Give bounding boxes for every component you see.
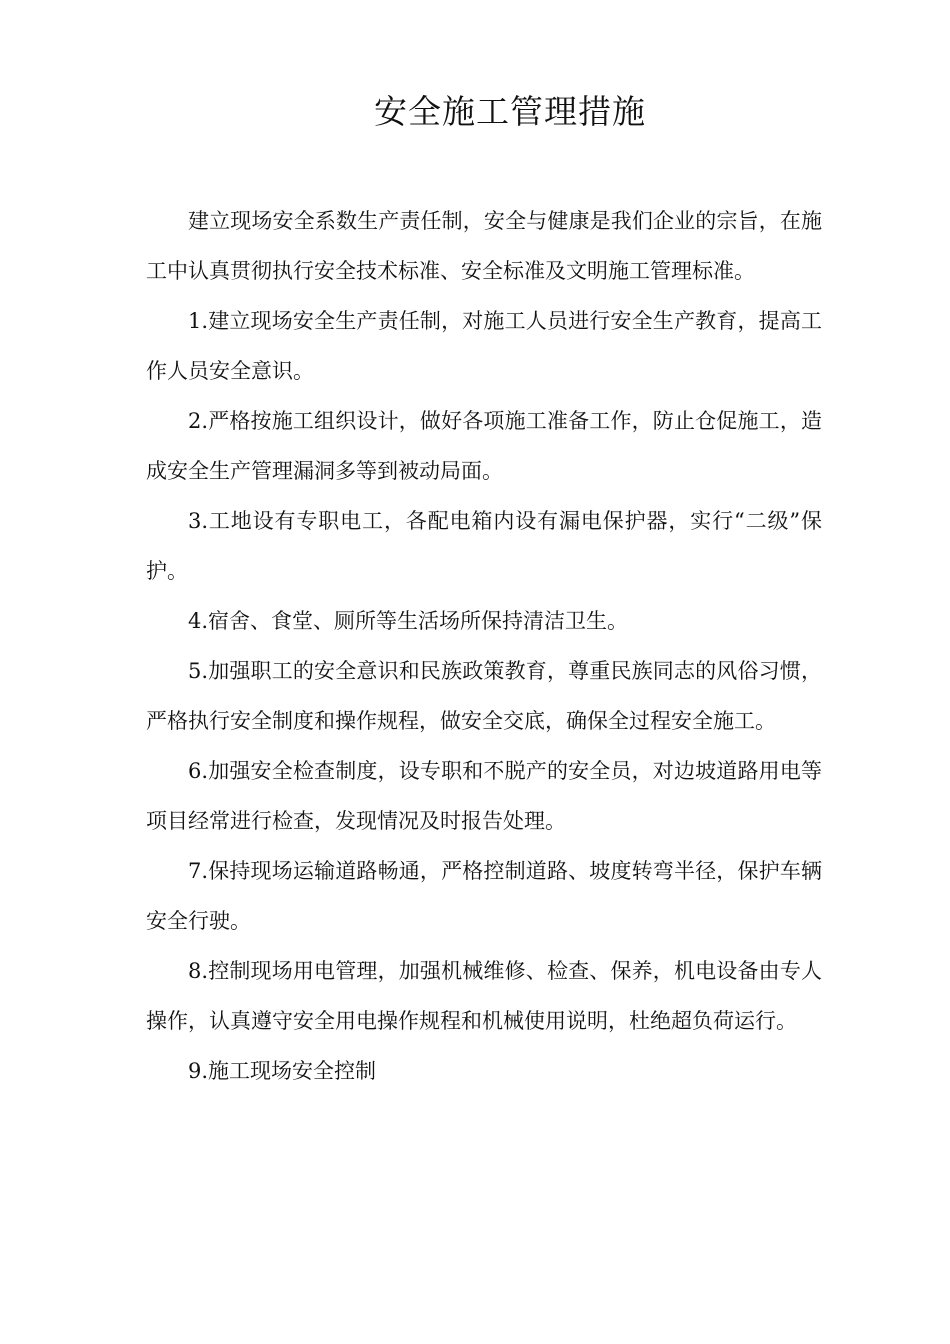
paragraph-intro: 建立现场安全系数生产责任制，安全与健康是我们企业的宗旨，在施工中认真贯彻执行安全技术标准、安全标准及文明施工管理标准。 <box>146 209 822 283</box>
paragraph-item-7: 7.保持现场运输道路畅通，严格控制道路、坡度转弯半径，保护车辆安全行驶。 <box>146 859 822 933</box>
paragraph-item-4: 4.宿舍、食堂、厕所等生活场所保持清洁卫生。 <box>188 609 629 633</box>
paragraph-item-3: 3.工地设有专职电工，各配电箱内设有漏电保护器，实行“二级”保护。 <box>146 509 822 583</box>
paragraph-item-5: 5.加强职工的安全意识和民族政策教育，尊重民族同志的风俗习惯，严格执行安全制度和操作规程，做安全交底，确保全过程安全施工。 <box>146 659 822 733</box>
paragraph-item-1: 1.建立现场安全生产责任制，对施工人员进行安全生产教育，提高工作人员安全意识。 <box>146 309 822 383</box>
paragraph-item-9: 9.施工现场安全控制 <box>188 1059 377 1083</box>
paragraph-item-6: 6.加强安全检查制度，设专职和不脱产的安全员，对边坡道路用电等项目经常进行检查，发现情况及时报告处理。 <box>146 759 822 833</box>
document-body <box>146 196 822 1096</box>
paragraph-item-8: 8.控制现场用电管理，加强机械维修、检查、保养，机电设备由专人操作，认真遵守安全用电操作规程和机械使用说明，杜绝超负荷运行。 <box>146 959 822 1033</box>
paragraph-item-2: 2.严格按施工组织设计，做好各项施工准备工作，防止仓促施工，造成安全生产管理漏洞多等到被动局面。 <box>146 409 822 483</box>
document-title: 安全施工管理措施 <box>374 92 646 131</box>
